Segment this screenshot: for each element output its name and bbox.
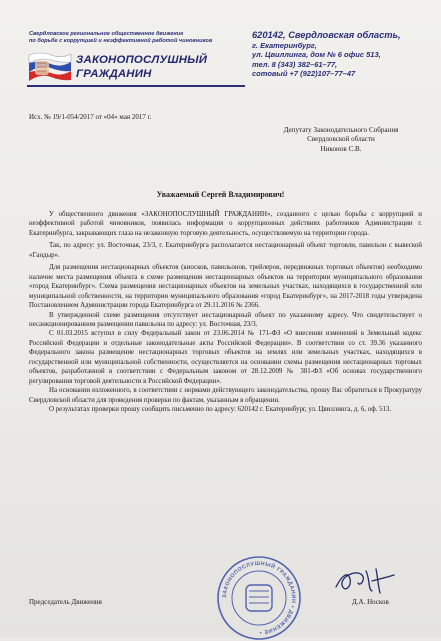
- paragraph: Для размещения нестационарных объектов (киосков, павильонов, трейлеров, передвижных торговых объектов) необходимо наличие места размещения объекта в схеме размещения нестационарных объектов на территории муниципального образования «город Екатеринбург». Схема размещения нестационарных объектов на земельных участках, находящихся в государственной или муниципальной собственности, на территории муниципального образования «город Екатеринбург», на 2017-2018 годы утверждена Постановлением Администрации города Екатеринбурга от 29.11.2016 № 2366.: [29, 264, 422, 310]
- org-description-line: Свердловское региональное общественное движение: [29, 31, 184, 37]
- logo-underline: [27, 85, 245, 87]
- signer-name: Д.А. Носков: [352, 598, 389, 606]
- paragraph: В утвержденной схеме размещения отсутствует нестационарный объект по указанному адресу. Что свидетельствует о несанкционированном размещении павильона по адресу: ул. Восточная, 23/3.: [29, 311, 422, 328]
- handwritten-signature: [332, 565, 398, 597]
- org-logo: [27, 51, 242, 83]
- outgoing-reference: Исх. № 19/1-054/2017 от «04» мая 2017 г.: [29, 113, 152, 121]
- official-stamp: [216, 555, 302, 641]
- stamp-text: ЗАКОНОПОСЛУШНЫЙ ГРАЖДАНИН • ДВИЖЕНИЕ •: [221, 560, 297, 636]
- letter-body: [29, 210, 422, 415]
- logo-title-line-2: ГРАЖДАНИН: [76, 68, 152, 80]
- recipient-line: Депутату Законодательного Собрания: [283, 126, 399, 134]
- paragraph: На основании изложенного, в соответствии с нормами действующего законодательства, прошу Вас обратиться в Прокуратуру Свердловской области для проведения проверки по фактам, указанным в обращении.: [29, 387, 422, 404]
- recipient-line: Никонов С.В.: [320, 144, 362, 153]
- paragraph: О результатах проверки прошу сообщить письменно по адресу: 620142 г. Екатеринбург, ул. Цвиллинга, д. 6, оф. 513.: [49, 406, 392, 414]
- address-line: ул. Цвиллинга, дом № 6 офис 513,: [252, 50, 381, 60]
- address-line: тел. 8 (343) 382–61–77,: [252, 59, 338, 69]
- org-address: [252, 30, 437, 79]
- paragraph: У общественного движения «ЗАКОНОПОСЛУШНЫЙ ГРАЖДАНИН», созданного с целью борьбы с коррупцией и неэффективной работой чиновников, появилась информация о коррупционных действиях работников Администрации г. Екатеринбурга, закрывающих глаза на незаконную торговую деятельность, осуществляемую на территории города.: [29, 211, 422, 237]
- org-description: [29, 31, 249, 45]
- recipient-line: Свердловской области: [307, 135, 375, 144]
- address-line: сотовый +7 (922)107–77–47: [252, 69, 356, 79]
- paragraph: С 01.03.2015 вступил в силу Федеральный закон от 23.06.2014 № 171-ФЗ «О внесении изменений в Земельный кодекс Российской Федерации и отдельные законодательные акты Российской Федерации». В соответствии со ст. 39.36 указанного Федерального закона размещение нестационарных торговых объектов на землях или земельных участках, находящихся в государственной или муниципальной собственности, осуществляется на основании схемы размещения нестационарных торговых объектов, разработанной в соответствии с Федеральным законом от 28.12.2009 № 381-ФЗ «Об основах государственного регулирования торговой деятельности в Российской Федерации».: [29, 330, 422, 385]
- signer-title: Председатель Движения: [29, 598, 102, 606]
- greeting: Уважаемый Сергей Владимирович!: [156, 190, 285, 199]
- flag-fist-icon: [27, 51, 73, 83]
- paragraph: Так, по адресу: ул. Восточная, 23/3, г. Екатеринбурга располагается нестационарный объект торговли, павильон с вывеской «Гандыр».: [29, 242, 422, 259]
- recipient-block: [255, 126, 427, 154]
- svg-text:ЗАКОНОПОСЛУШНЫЙ ГРАЖДАНИН • ДВ: [222, 561, 296, 635]
- address-line: 620142, Свердловская область,: [252, 30, 401, 40]
- org-description-line: по борьбе с коррупцией и неэффективной работой чиновников: [29, 38, 213, 45]
- logo-title-line-1: ЗАКОНОПОСЛУШНЫЙ: [76, 54, 208, 66]
- address-line: г. Екатеринбург,: [252, 40, 317, 50]
